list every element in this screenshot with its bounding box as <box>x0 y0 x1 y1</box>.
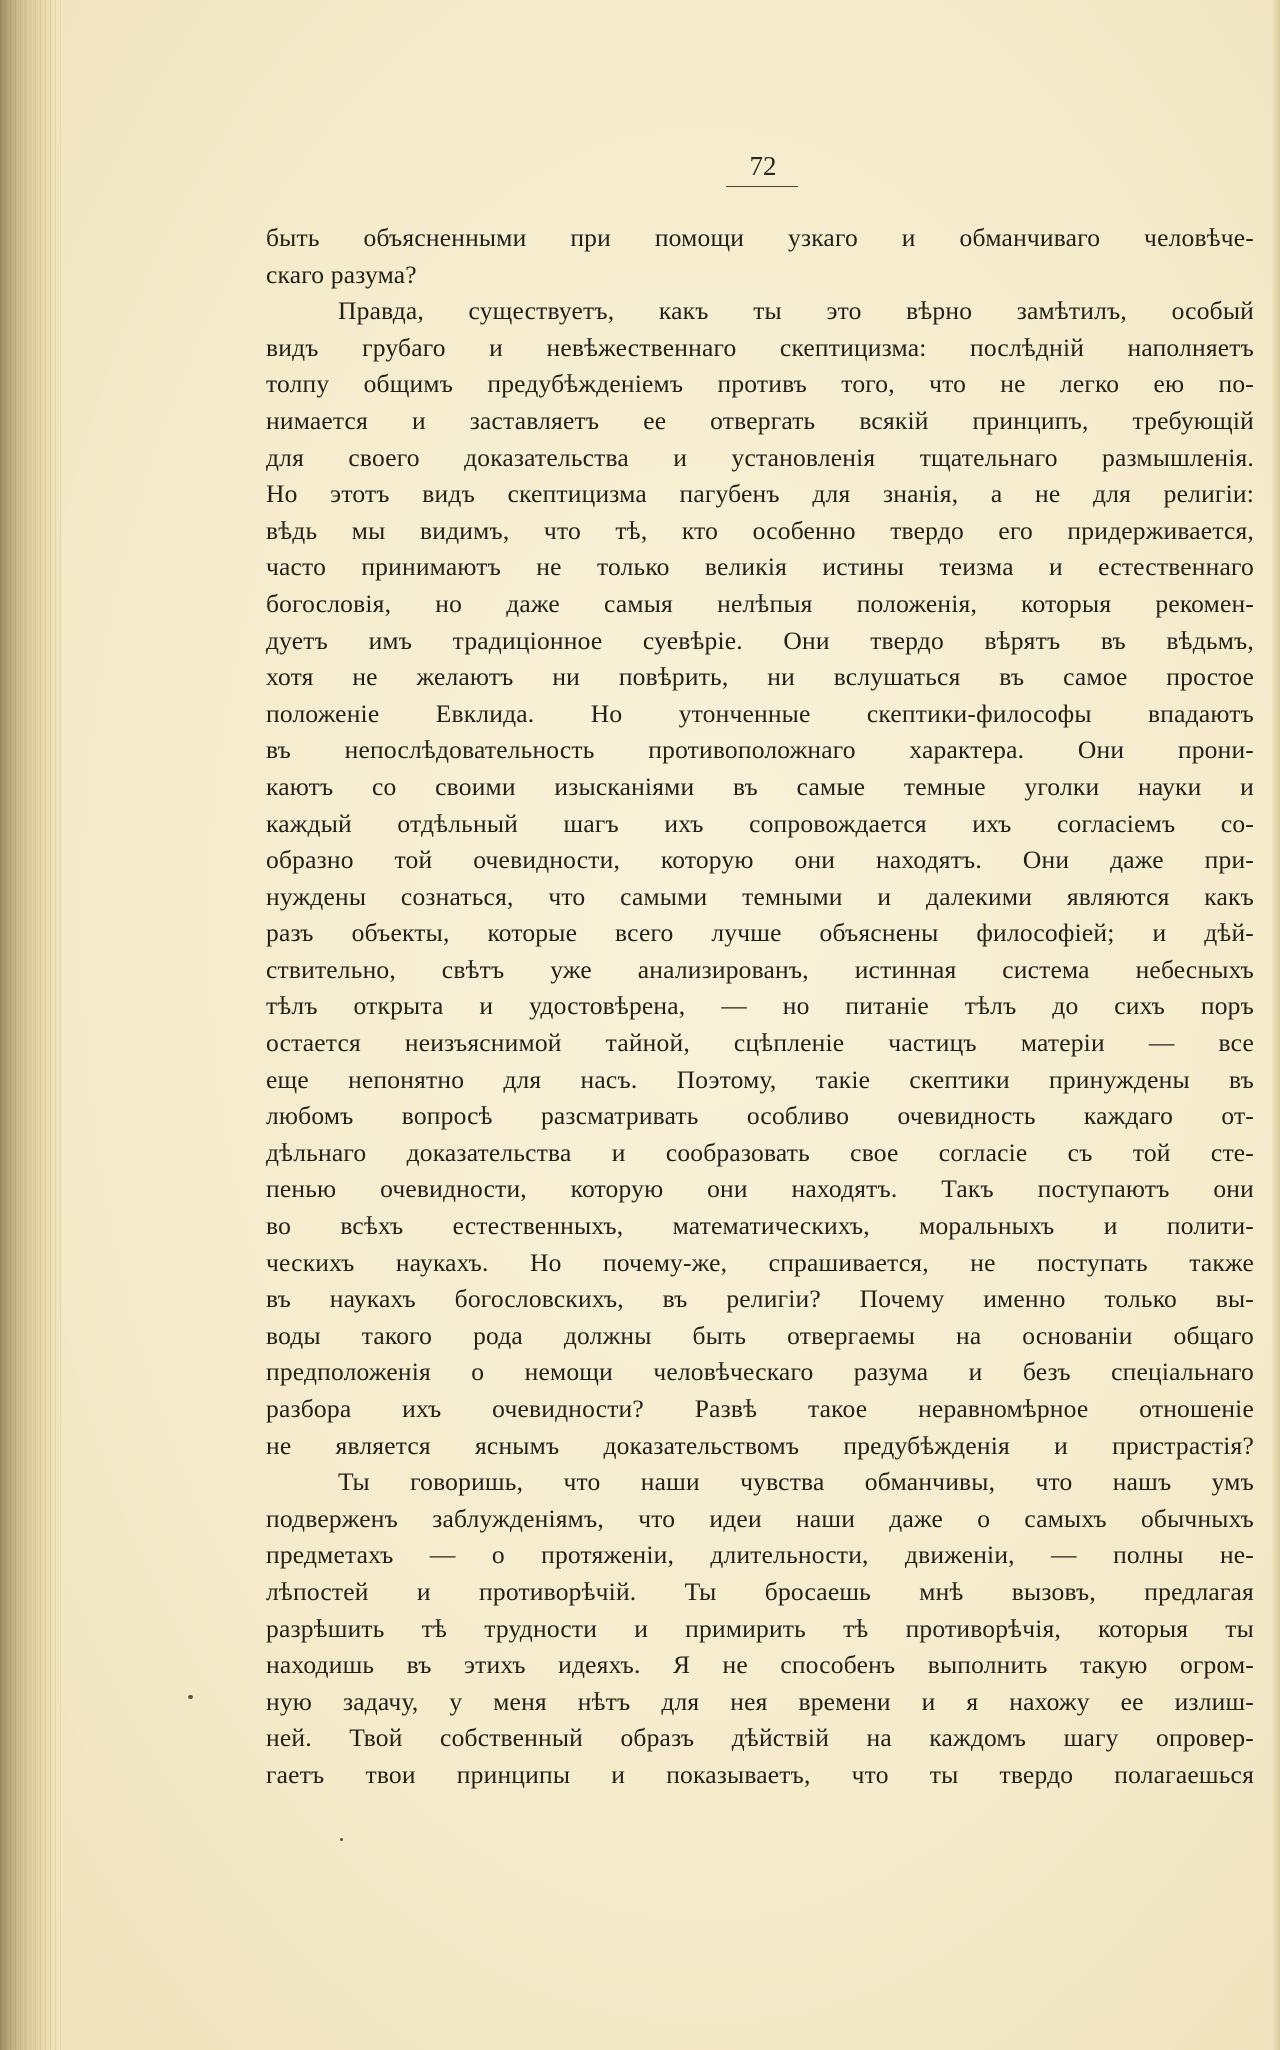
text-line: въ непослѣдовательность противоположнаго характера. Они прони- <box>266 735 1254 765</box>
text-line: дѣльнаго доказательства и сообразовать свое согласіе съ той сте- <box>266 1137 1254 1167</box>
text-line: гаетъ твои принципы и показываетъ, что ты твердо полагаешься <box>266 1759 1254 1789</box>
text-line: дуетъ имъ традиціонное суевѣріе. Они твердо вѣрятъ въ вѣдьмъ, <box>266 625 1254 655</box>
text-line: любомъ вопросѣ разсматривать особливо очевидность каждаго от- <box>266 1101 1254 1131</box>
page-right-edge <box>1272 0 1280 2050</box>
text-line: Правда, существуетъ, какъ ты это вѣрно замѣтилъ, особый <box>338 296 1254 326</box>
page-binding-edge <box>0 0 62 2050</box>
text-line: видъ грубаго и невѣжественнаго скептицизма: послѣдній наполняетъ <box>266 332 1254 362</box>
text-line: ную задачу, у меня нѣтъ для нея времени и я нахожу ее излиш- <box>266 1686 1254 1716</box>
text-line: толпу общимъ предубѣжденіемъ противъ того, что не легко ею по- <box>266 369 1254 399</box>
text-line: подверженъ заблужденіямъ, что идеи наши даже о самыхъ обычныхъ <box>266 1503 1254 1533</box>
body-text <box>266 220 1254 1794</box>
text-line: нуждены сознаться, что самыми темными и далекими являются какъ <box>266 881 1254 911</box>
ink-speck <box>188 1695 193 1699</box>
text-line: ствительно, свѣтъ уже анализированъ, истинная система небесныхъ <box>266 954 1254 984</box>
text-line: скаго разума? <box>266 259 417 289</box>
text-line: нимается и заставляетъ ее отвергать всякій принципъ, требующій <box>266 405 1254 435</box>
text-line: не является яснымъ доказательствомъ предубѣжденія и пристрастія? <box>266 1430 1254 1460</box>
text-line: въ наукахъ богословскихъ, въ религіи? Почему именно только вы- <box>266 1284 1254 1314</box>
text-line: предметахъ — о протяженіи, длительности, движеніи, — полны не- <box>266 1540 1254 1570</box>
text-line: богословія, но даже самыя нелѣпыя положенія, которыя рекомен- <box>266 588 1254 618</box>
text-line: каютъ со своими изысканіями въ самые темные уголки науки и <box>266 771 1254 801</box>
ink-speck <box>340 1838 343 1841</box>
text-line: разбора ихъ очевидности? Развѣ такое неравномѣрное отношеніе <box>266 1394 1254 1423</box>
text-line: еще непонятно для насъ. Поэтому, такіе скептики принуждены въ <box>266 1064 1254 1094</box>
text-line: остается неизъяснимой тайной, сцѣпленіе частицъ матеріи — все <box>266 1028 1254 1058</box>
page-number: 72 <box>749 151 777 181</box>
text-line: разъ объекты, которые всего лучше объяснены философіей; и дѣй- <box>266 918 1254 948</box>
text-line: хотя не желаютъ ни повѣрить, ни вслушаться въ самое простое <box>266 662 1254 692</box>
text-line: положеніе Евклида. Но утонченные скептики-философы впадаютъ <box>266 698 1254 728</box>
text-line: ческихъ наукахъ. Но почему-же, спрашивается, не поступать также <box>266 1247 1254 1277</box>
text-line: часто принимаютъ не только великія истины теизма и естественнаго <box>266 552 1254 582</box>
text-line: каждый отдѣльный шагъ ихъ сопровождается ихъ согласіемъ со- <box>266 808 1254 838</box>
text-line: находишь въ этихъ идеяхъ. Я не способенъ выполнить такую огром- <box>266 1650 1254 1680</box>
text-line: ней. Твой собственный образъ дѣйствій на каждомъ шагу опровер- <box>266 1723 1254 1753</box>
text-line: воды такого рода должны быть отвергаемы на основаніи общаго <box>266 1320 1254 1350</box>
text-line: пенью очевидности, которую они находятъ. Такъ поступаютъ они <box>266 1174 1254 1204</box>
text-line: вѣдь мы видимъ, что тѣ, кто особенно твердо его придерживается, <box>266 515 1254 545</box>
text-line: Ты говоришь, что наши чувства обманчивы, что нашъ умъ <box>338 1467 1254 1497</box>
text-line: лѣпостей и противорѣчій. Ты бросаешь мнѣ вызовъ, предлагая <box>266 1576 1254 1606</box>
text-line: во всѣхъ естественныхъ, математическихъ, моральныхъ и полити- <box>266 1211 1254 1241</box>
text-line: образно той очевидности, которую они находятъ. Они даже при- <box>266 845 1254 875</box>
text-line: предположенія о немощи человѣческаго разума и безъ спеціальнаго <box>266 1357 1254 1387</box>
text-line: разрѣшить тѣ трудности и примирить тѣ противорѣчія, которыя ты <box>266 1613 1254 1643</box>
page-number-rule <box>726 186 798 187</box>
text-line: тѣлъ открыта и удостовѣрена, — но питаніе тѣлъ до сихъ поръ <box>266 991 1254 1021</box>
text-line: Но этотъ видъ скептицизма пагубенъ для знанія, а не для религіи: <box>266 479 1254 509</box>
text-line: для своего доказательства и установленія тщательнаго размышленія. <box>266 442 1254 472</box>
text-line: быть объясненными при помощи узкаго и обманчиваго человѣче- <box>266 223 1254 252</box>
